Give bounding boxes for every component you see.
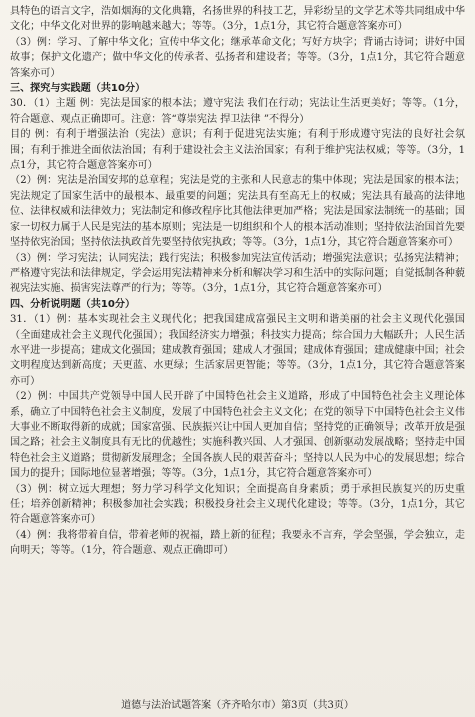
answer-31-3: （3）例：树立远大理想；努力学习科学文化知识；全面提高自身素质；勇于承担民族复兴的历史重任；培养创新精神；积极参加社会实践；积极投身社会主义现代化建设；等等。（3分，1点1分，其它符合题意答案亦可） (10, 483, 465, 526)
answer-31-1: 31．（1）例：基本实现社会主义现代化；把我国建成富强民主文明和谐美丽的社会主义现代化强国（全面建成社会主义现代化强国）；我国经济实力增强；科技实力提高；综合国力大幅跃升；人民生活水平进一步提高；建成文化强国；建成教育强国；建成人才强国；建成体育强国；建成健康中国；社会文明程度达到新高度；天更蓝、水更绿；生活家居更智能；等等。（3分，1点1分，其它符合题意答案亦可） (10, 314, 465, 387)
answer-30-3: （3）例：学习宪法；认同宪法；践行宪法；积极参加宪法宣传活动；增强宪法意识；弘扬宪法精神；严格遵守宪法和法律规定，学会运用宪法精神来分析和解决学习和生活中的实际问题；自觉抵制各种藐视宪法实施、损害宪法尊严的行为；等等。（3分，1点1分，其它符合题意答案亦可） (10, 252, 465, 295)
answer-30-1-theme: 30．（1）主题 例：宪法是国家的根本法；遵守宪法 我们在行动；宪法让生活更美好；等等。（1分，符合题意、观点正确即可。注意：答“尊崇宪法 捍卫法律 ”不得分） (10, 98, 465, 125)
answer-30-1-purpose: 目的 例：有利于增强法治（宪法）意识；有利于促进宪法实施；有利于形成遵守宪法的良好社会氛围；有利于推进全面依法治国；有利于建设社会主义法治国家；有利于维护宪法权威；等等。（3分，1点1分，其它符合题意答案亦可） (10, 129, 465, 172)
section-4-heading: 四、分析说明题（共10分） (10, 298, 136, 310)
answer-29-3: （3）例：学习、了解中华文化；宣传中华文化；继承革命文化；写好方块字；背诵古诗词；讲好中国故事；保护文化遗产；做中华文化的传承者、弘扬者和建设者；等等。（3分，1点1分，其它符合题意答案亦可） (10, 36, 465, 79)
answer-30-2: （2）例：宪法是治国安邦的总章程；宪法是党的主张和人民意志的集中体现；宪法是国家的根本法；宪法规定了国家生活中的最根本、最重要的问题；宪法具有至高无上的权威；宪法具有最高的法律地位、法律权威和法律效力；宪法制定和修改程序比其他法律更加严格；宪法是国家法制统一的基础；国家一切权力属于人民是宪法的基本原则；宪法是一切组织和个人的根本活动准则；坚持依法治国首先要坚持依宪治国；坚持依法执政首先要坚持依宪执政；等等。（3分，1点1分，其它符合题意答案亦可） (10, 175, 465, 249)
answer-29-continued: 具特色的语言文字，浩如烟海的文化典籍，名扬世界的科技工艺，异彩纷呈的文学艺术等共同组成中华文化；中华文化对世界的影响越来越大；等等。（3分，1点1分，其它符合题意答案亦可） (10, 6, 465, 33)
page-footer: 道德与法治试题答案（齐齐哈尔市）第3页（共3页） (121, 700, 354, 711)
section-3-heading: 三、探究与实践题（共10分） (10, 83, 146, 95)
answer-31-2: （2）例：中国共产党领导中国人民开辟了中国特色社会主义道路，形成了中国特色社会主义理论体系，确立了中国特色社会主义制度，发展了中国特色社会主义文化；在党的领导下中国特色社会主义伟大事业不断取得新的成就；国家富强、民族振兴让中国人更加自信；坚持党的正确领导；改革开放是强国之路；社会主义制度具有无比的优越性；实施科教兴国、人才强国、创新驱动发展战略；坚持走中国特色社会主义道路；贯彻新发展理念；全国各族人民的艰苦奋斗；坚持以人民为中心的发展思想；综合国力的提升；国际地位显著增强；等等。（3分，1点1分，其它符合题意答案亦可） (10, 391, 465, 480)
answer-31-4: （4）例：我将带着自信，带着老师的祝福，踏上新的征程；我要永不言弃，学会坚强，学会独立，走向明天；等等。（1分，符合题意、观点正确即可） (10, 529, 465, 557)
